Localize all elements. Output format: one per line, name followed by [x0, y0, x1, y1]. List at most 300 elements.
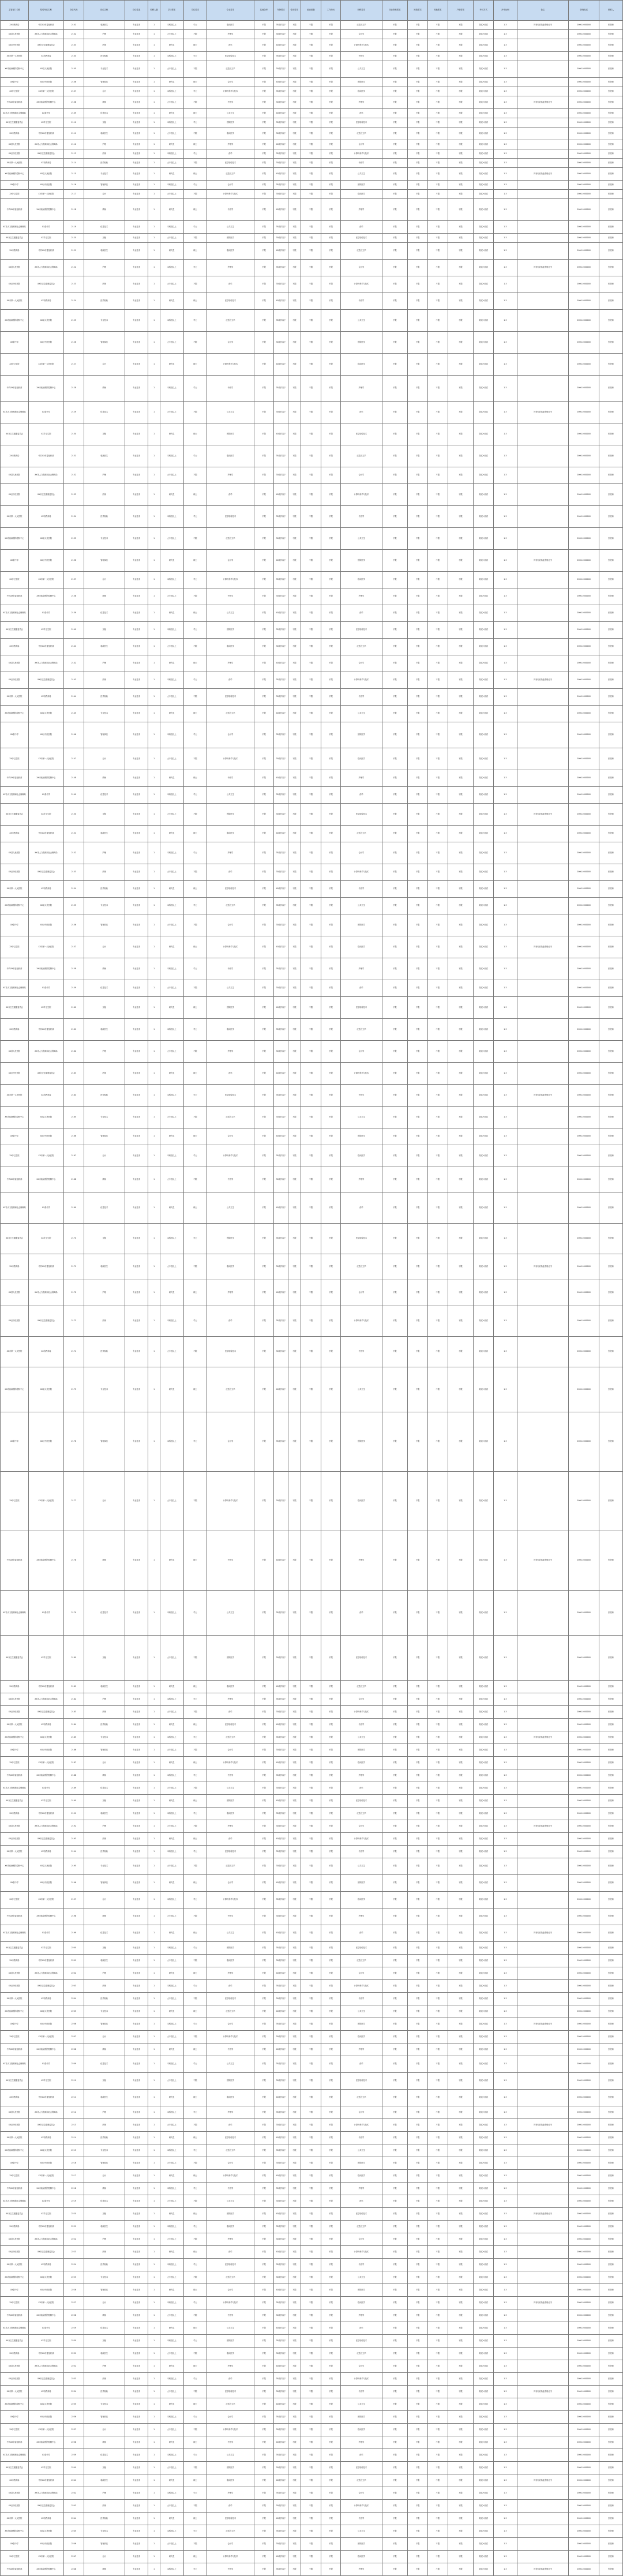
table-cell: 本科及以上: [160, 2297, 183, 2309]
table-cell: 张老师: [599, 1591, 623, 1636]
table-cell: 笔试+面试: [474, 199, 494, 221]
table-cell: 张老师: [599, 310, 623, 332]
table-cell: 不限: [288, 221, 301, 234]
table-cell: 不限: [254, 2090, 274, 2106]
table-cell: 张老师: [599, 1063, 623, 1085]
table-cell: 不限: [427, 2005, 448, 2018]
table-cell: 会计: [84, 2551, 125, 2563]
table-cell: 1:3: [493, 61, 517, 78]
table-cell: 不限: [448, 1306, 474, 1337]
table-cell: [517, 655, 569, 672]
table-cell: 不限: [183, 1706, 207, 1719]
table-cell: 1: [148, 243, 160, 260]
table-cell: 1: [148, 2246, 160, 2259]
table-cell: 医学检验技术: [207, 506, 254, 528]
table-cell: XX市疾病预防控制中心: [1, 898, 29, 914]
table-cell: 1:3: [493, 1993, 517, 2005]
table-cell: XX县人民医院: [1, 467, 29, 484]
table-cell: 不限: [301, 2474, 321, 2487]
table-cell: 1: [148, 2322, 160, 2335]
column-header: 其他条件: [254, 1, 274, 21]
table-cell: 0000-0000000: [569, 2221, 599, 2233]
table-cell: 不限: [448, 243, 474, 260]
table-cell: [517, 1908, 569, 1925]
table-cell: 不限: [321, 997, 341, 1019]
table-cell: 0000-0000000: [569, 2309, 599, 2322]
table-cell: 不限: [448, 140, 474, 149]
table-cell: 2196: [63, 1875, 84, 1892]
table-cell: 0000-0000000: [569, 2513, 599, 2525]
table-cell: XX县中学: [28, 221, 63, 234]
table-cell: 不限: [427, 2411, 448, 2424]
table-cell: 专业技术: [125, 1591, 148, 1636]
table-cell: 1: [148, 2018, 160, 2031]
table-cell: 不限: [321, 2449, 341, 2462]
table-row: [1, 2119, 623, 2132]
table-cell: 硕士: [183, 706, 207, 722]
table-cell: 0000-0000000: [569, 118, 599, 128]
table-cell: 不限: [427, 722, 448, 748]
table-cell: 不限: [183, 2500, 207, 2513]
table-cell: 中共XX市委组织部: [1, 96, 29, 109]
table-cell: XX区中医医院: [1, 2119, 29, 2132]
table-cell: 不限: [427, 149, 448, 159]
table-cell: 不限: [321, 914, 341, 936]
table-cell: 0000-0000000: [569, 484, 599, 506]
table-cell: 笔试+面试: [474, 1636, 494, 1681]
table-cell: XX乡卫生院: [1, 2170, 29, 2183]
table-cell: XX区中医医院: [28, 332, 63, 354]
table-cell: 1:3: [493, 1858, 517, 1875]
table-cell: 张老师: [599, 689, 623, 706]
table-cell: 0000-0000000: [569, 881, 599, 898]
table-cell: 40周岁以下: [274, 1795, 288, 1808]
table-cell: 笔试+面试: [474, 842, 494, 864]
table-cell: [517, 1280, 569, 1306]
table-cell: 预防医学: [341, 1875, 382, 1892]
table-cell: 专业技术: [125, 1980, 148, 1993]
table-row: [1, 2259, 623, 2271]
table-cell: XX县中学: [1, 1744, 29, 1757]
table-cell: 1:3: [493, 1846, 517, 1858]
table-cell: 本科及以上: [160, 1808, 183, 1820]
table-row: [1, 1908, 623, 1925]
table-cell: 不限: [321, 2309, 341, 2322]
table-cell: 不限: [382, 2005, 408, 2018]
table-cell: XX市人力资源和社会保障局: [28, 2360, 63, 2373]
table-cell: 不限: [448, 770, 474, 787]
table-cell: 管理岗位: [84, 550, 125, 572]
table-cell: [517, 2322, 569, 2335]
table-cell: 大专及以上: [160, 61, 183, 78]
table-cell: 张老师: [599, 722, 623, 748]
table-cell: 药学: [341, 2449, 382, 2462]
table-cell: 不限: [288, 484, 301, 506]
table-cell: 不限: [408, 2348, 428, 2360]
table-cell: 本科及以上: [160, 118, 183, 128]
table-cell: 汉语言文学: [207, 1107, 254, 1128]
table-cell: 不限: [408, 2398, 428, 2411]
table-cell: 学士: [183, 958, 207, 980]
table-cell: 1:3: [493, 1128, 517, 1145]
table-cell: 40周岁以下: [274, 354, 288, 376]
table-cell: 不限: [448, 199, 474, 221]
table-cell: [517, 1744, 569, 1757]
table-cell: 1: [148, 332, 160, 354]
table-cell: 专业技术: [125, 1892, 148, 1908]
table-cell: 专业技术: [125, 2043, 148, 2056]
table-cell: 不限: [301, 1412, 321, 1472]
table-cell: [517, 1795, 569, 1808]
table-cell: 0000-0000000: [569, 423, 599, 445]
table-cell: 1:3: [493, 2183, 517, 2195]
table-cell: 不限: [382, 1193, 408, 1224]
table-cell: [517, 221, 569, 234]
table-cell: [517, 1757, 569, 1769]
table-cell: 教师: [84, 588, 125, 605]
table-cell: [517, 181, 569, 190]
table-cell: 不限: [254, 467, 274, 484]
table-row: [1, 936, 623, 958]
table-cell: 1:3: [493, 639, 517, 655]
table-cell: 1: [148, 2005, 160, 2018]
table-cell: 张老师: [599, 914, 623, 936]
column-header: 岗位名称: [84, 1, 125, 21]
table-cell: 张老师: [599, 1846, 623, 1858]
table-cell: [517, 2462, 569, 2474]
table-cell: 不限: [408, 770, 428, 787]
table-cell: 管理岗位: [84, 332, 125, 354]
table-cell: 1: [148, 2373, 160, 2386]
table-cell: 0000-0000000: [569, 2090, 599, 2106]
table-cell: 不限: [408, 1719, 428, 1731]
table-cell: 2130: [63, 423, 84, 445]
table-cell: 不限: [288, 2538, 301, 2551]
table-cell: 2133: [63, 484, 84, 506]
table-cell: 不限: [408, 1744, 428, 1757]
table-cell: 中共XX市委组织部: [1, 199, 29, 221]
table-cell: 张老师: [599, 128, 623, 140]
table-cell: 不限: [301, 1769, 321, 1782]
table-cell: 40周岁以下: [274, 168, 288, 181]
table-cell: XX县中学: [1, 2018, 29, 2031]
table-cell: 会计: [84, 2424, 125, 2436]
table-cell: 不限: [254, 2106, 274, 2119]
table-cell: 不限: [427, 1980, 448, 1993]
table-cell: 不限: [288, 980, 301, 997]
table-cell: XX区中医医院: [28, 2538, 63, 2551]
table-cell: 学士: [183, 1019, 207, 1041]
table-cell: 不限: [448, 423, 474, 445]
table-cell: 公共卫生: [341, 2005, 382, 2018]
table-cell: 0000-0000000: [569, 2373, 599, 2386]
table-cell: 笔试+面试: [474, 1942, 494, 1955]
table-cell: 药剂: [84, 1306, 125, 1337]
table-row: [1, 1224, 623, 1254]
column-header: 招聘单位名称: [28, 1, 63, 21]
table-cell: 2186: [63, 1744, 84, 1757]
table-cell: 不限: [448, 804, 474, 826]
table-cell: 张老师: [599, 639, 623, 655]
table-cell: 专业技术: [125, 1833, 148, 1846]
table-cell: 张老师: [599, 221, 623, 234]
table-cell: 0000-0000000: [569, 2551, 599, 2563]
table-cell: 张老师: [599, 39, 623, 52]
table-cell: 不限: [448, 1254, 474, 1280]
table-cell: 不限: [254, 748, 274, 770]
table-cell: 研究生: [160, 605, 183, 622]
table-cell: 不限: [427, 293, 448, 310]
table-cell: 2161: [63, 1019, 84, 1041]
table-cell: 笔试+面试: [474, 2462, 494, 2474]
table-cell: 不限: [427, 140, 448, 149]
table-cell: 不限: [448, 1531, 474, 1591]
table-cell: 0000-0000000: [569, 1681, 599, 1693]
table-cell: 张老师: [599, 1041, 623, 1063]
table-cell: 不限: [427, 1731, 448, 1744]
table-cell: 不限: [448, 980, 474, 997]
table-row: [1, 1967, 623, 1980]
table-cell: 不限: [382, 199, 408, 221]
table-cell: 本科及以上: [160, 2183, 183, 2195]
table-cell: 笔试+面试: [474, 1693, 494, 1706]
table-cell: 硕士: [183, 423, 207, 445]
table-cell: 不限: [288, 118, 301, 128]
table-cell: 不限: [448, 2233, 474, 2246]
table-row: [1, 293, 623, 310]
table-cell: 笔试+面试: [474, 997, 494, 1019]
table-row: [1, 1306, 623, 1337]
table-row: [1, 655, 623, 672]
table-cell: 不限: [427, 332, 448, 354]
table-cell: 不限: [183, 1858, 207, 1875]
table-cell: 不限: [301, 1019, 321, 1041]
table-cell: 专业技术: [125, 936, 148, 958]
table-cell: 不限: [427, 605, 448, 622]
table-cell: 专业技术: [125, 354, 148, 376]
table-cell: 不限: [288, 787, 301, 804]
table-cell: 不限: [427, 2195, 448, 2208]
table-cell: 中医学: [207, 958, 254, 980]
table-cell: 2160: [63, 997, 84, 1019]
table-row: [1, 2056, 623, 2073]
table-cell: 2242: [63, 2487, 84, 2500]
table-cell: 40周岁以下: [274, 1833, 288, 1846]
table-cell: 不限: [382, 181, 408, 190]
table-cell: 不限: [408, 689, 428, 706]
table-cell: XX市第一人民医院: [1, 159, 29, 168]
table-cell: XX市第一人民医院: [28, 572, 63, 588]
table-cell: 不限: [301, 2195, 321, 2208]
table-cell: 1:3: [493, 1795, 517, 1808]
table-cell: 0000-0000000: [569, 140, 599, 149]
table-cell: 文秘: [84, 1224, 125, 1254]
table-cell: 专业技术: [125, 2309, 148, 2322]
table-cell: 0000-0000000: [569, 2031, 599, 2043]
table-cell: 不限: [427, 958, 448, 980]
table-cell: 硕士: [183, 881, 207, 898]
table-cell: 30周岁以下: [274, 402, 288, 423]
table-cell: 35周岁以下: [274, 722, 288, 748]
table-cell: 1:3: [493, 2335, 517, 2348]
table-cell: 不限: [254, 881, 274, 898]
table-cell: 2135: [63, 528, 84, 550]
table-cell: 笔试+面试: [474, 588, 494, 605]
table-cell: 不限: [408, 39, 428, 52]
table-cell: XX市卫生健康委员会: [28, 2246, 63, 2259]
table-cell: 2112: [63, 140, 84, 149]
table-cell: 2101: [63, 21, 84, 30]
table-cell: 笔试+面试: [474, 1908, 494, 1925]
table-cell: 不限: [408, 87, 428, 96]
table-cell: 研究生: [160, 2246, 183, 2259]
table-row: [1, 2551, 623, 2563]
table-cell: XX市卫生健康委员会: [28, 1980, 63, 1993]
table-cell: XX县人民医院: [28, 706, 63, 722]
table-cell: 预防医学: [207, 118, 254, 128]
table-cell: 1: [148, 2271, 160, 2284]
table-cell: 硕士: [183, 2132, 207, 2144]
table-row: [1, 221, 623, 234]
table-cell: 专业技术: [125, 2056, 148, 2073]
table-cell: 具有相应执业资格证书: [517, 1254, 569, 1280]
table-cell: 30周岁以下: [274, 1706, 288, 1719]
table-row: [1, 2106, 623, 2119]
table-cell: 预防医学: [207, 1224, 254, 1254]
table-cell: 1: [148, 528, 160, 550]
table-cell: 不限: [254, 1280, 274, 1306]
table-cell: 不限: [254, 260, 274, 276]
table-cell: 医学检验: [84, 2513, 125, 2525]
table-cell: XX市第一人民医院: [1, 293, 29, 310]
table-cell: 不限: [254, 1925, 274, 1942]
table-cell: 具有相应执业资格证书: [517, 2018, 569, 2031]
table-cell: 文秘: [84, 1636, 125, 1681]
table-cell: 不限: [427, 128, 448, 140]
table-cell: 药学: [341, 1591, 382, 1636]
table-cell: 汉语言文学: [341, 21, 382, 30]
table-cell: 护理学: [207, 1693, 254, 1706]
table-cell: 40周岁以下: [274, 199, 288, 221]
table-cell: 不限: [448, 506, 474, 528]
table-cell: 大专及以上: [160, 1472, 183, 1531]
table-cell: 不限: [408, 2322, 428, 2335]
table-cell: 专业技术: [125, 2335, 148, 2348]
table-cell: 硕士: [183, 1193, 207, 1224]
table-cell: 药学: [207, 1980, 254, 1993]
table-cell: XX县人民医院: [1, 655, 29, 672]
table-cell: 不限: [382, 423, 408, 445]
table-cell: XX县中学: [1, 332, 29, 354]
table-cell: 40周岁以下: [274, 1128, 288, 1145]
table-cell: 张老师: [599, 655, 623, 672]
table-cell: 2213: [63, 2119, 84, 2132]
table-cell: 中医学: [341, 1337, 382, 1367]
table-cell: 不限: [382, 1925, 408, 1942]
table-cell: 本科及以上: [160, 181, 183, 190]
table-cell: 笔试+面试: [474, 1041, 494, 1063]
table-cell: 中共XX市委组织部: [1, 1531, 29, 1591]
table-row: [1, 1955, 623, 1967]
table-cell: 1: [148, 2449, 160, 2462]
table-cell: 不限: [301, 293, 321, 310]
table-cell: 1:3: [493, 445, 517, 467]
table-cell: 不限: [321, 1041, 341, 1063]
table-cell: 不限: [408, 1531, 428, 1591]
table-row: [1, 1591, 623, 1636]
table-cell: 不限: [301, 159, 321, 168]
table-cell: 大专及以上: [160, 467, 183, 484]
table-cell: 大专及以上: [160, 639, 183, 655]
table-cell: XX市人力资源和社会保障局: [28, 260, 63, 276]
table-cell: 医学检验技术: [341, 1224, 382, 1254]
table-cell: 不限: [321, 1719, 341, 1731]
table-cell: 学士: [183, 672, 207, 689]
table-cell: 1:3: [493, 181, 517, 190]
table-cell: 不限: [254, 605, 274, 622]
table-cell: 0000-0000000: [569, 722, 599, 748]
table-cell: 1:3: [493, 2360, 517, 2373]
table-cell: 不限: [448, 276, 474, 293]
table-cell: XX县中学: [1, 1412, 29, 1472]
table-cell: 不限: [254, 1145, 274, 1167]
table-cell: 研究生: [160, 140, 183, 149]
table-cell: 30周岁以下: [274, 2271, 288, 2284]
table-cell: 大专及以上: [160, 2348, 183, 2360]
table-row: [1, 2246, 623, 2259]
table-cell: 不限: [183, 639, 207, 655]
table-cell: 研究生: [160, 354, 183, 376]
table-cell: [517, 1128, 569, 1145]
table-cell: 1: [148, 2309, 160, 2322]
table-cell: 不限: [288, 2043, 301, 2056]
table-cell: 专业技术: [125, 423, 148, 445]
table-cell: XX区中医医院: [28, 1128, 63, 1145]
table-cell: 不限: [254, 2309, 274, 2322]
table-cell: 不限: [288, 2031, 301, 2043]
table-cell: 1:3: [493, 310, 517, 332]
table-cell: 不限: [382, 1085, 408, 1107]
table-cell: 不限: [254, 310, 274, 332]
table-cell: 不限: [427, 190, 448, 199]
table-cell: 2116: [63, 181, 84, 190]
table-cell: 1:3: [493, 787, 517, 804]
table-cell: 35周岁以下: [274, 21, 288, 30]
table-cell: 预防医学: [207, 1795, 254, 1808]
table-cell: 硕士: [183, 293, 207, 310]
table-cell: 不限: [183, 2462, 207, 2474]
table-cell: 0000-0000000: [569, 1795, 599, 1808]
table-cell: 不限: [427, 2271, 448, 2284]
table-cell: 1:3: [493, 128, 517, 140]
table-cell: 1:3: [493, 140, 517, 149]
table-cell: 专业技术: [125, 52, 148, 61]
table-cell: 大专及以上: [160, 1955, 183, 1967]
table-cell: 笔试+面试: [474, 1769, 494, 1782]
table-cell: XX市疾病预防控制中心: [28, 376, 63, 402]
table-cell: 1: [148, 672, 160, 689]
table-cell: 大专及以上: [160, 276, 183, 293]
table-cell: XX乡卫生院: [28, 1795, 63, 1808]
table-cell: 不限: [183, 61, 207, 78]
table-cell: 不限: [427, 2183, 448, 2195]
table-cell: 医学检验技术: [341, 118, 382, 128]
table-cell: 专业技术: [125, 787, 148, 804]
table-cell: 笔试+面试: [474, 1833, 494, 1846]
table-cell: 不限: [427, 276, 448, 293]
table-cell: 张老师: [599, 2284, 623, 2297]
table-cell: 不限: [448, 128, 474, 140]
